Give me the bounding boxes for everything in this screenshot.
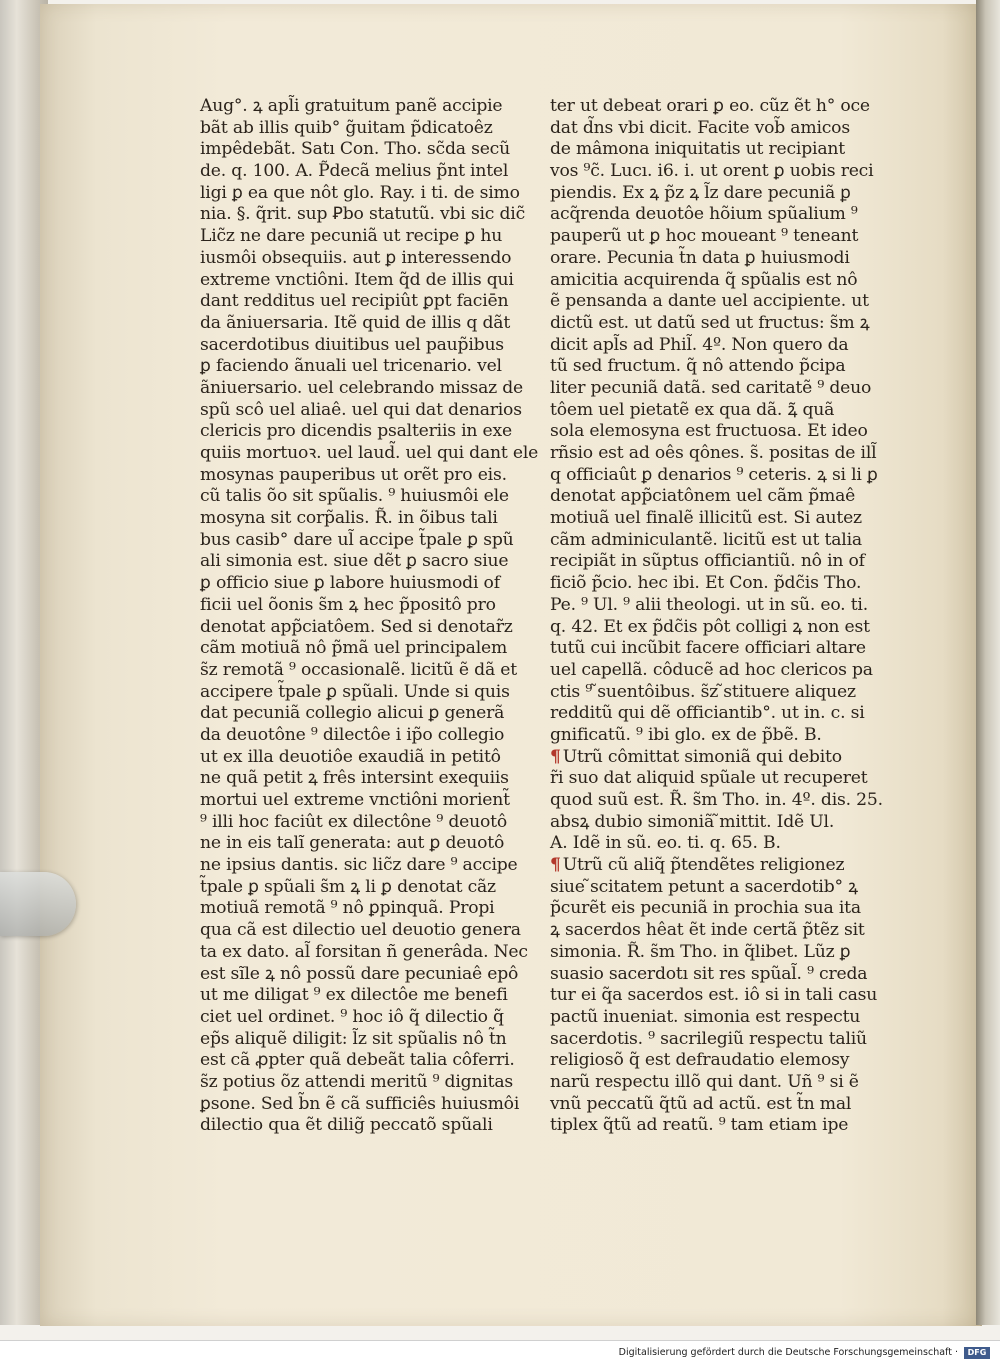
text-line: mortui uel extreme vnctiôni morient̃ [200,790,510,810]
text-line: dilectio qua ẽt dilig̃ peccatõ spũali [200,1115,493,1136]
text-line: extreme vnctiôni. Item q̃d de illis qui [200,269,514,290]
text-line [550,812,880,834]
text-line: est sĩle ꝝ nô possũ dare pecuniaê epô [200,963,519,984]
line-text: ꝝ sacerdos hêat ẽt inde certã p̃tẽz sit [550,920,865,941]
text-line [550,617,880,639]
line-text: q. 42. Et ex p̃dc̃is pôt colligi ꝝ non est [550,616,870,637]
text-line: bus casib° dare ul̃ accipe t̃pale ꝑ spũ [200,529,514,550]
text-line [550,768,880,790]
text-line [550,486,880,508]
text-line [550,335,880,357]
line-text: siue ̃scitatem petunt a sacerdotib° ꝝ [550,876,858,897]
text-line: denotat app̃ciatôem. Sed si denotar̃z [200,616,513,637]
rubric-mark: ¶ [550,855,561,876]
text-line [550,530,880,552]
line-text: r̃i suo dat aliquid spũale ut recuperet [550,768,868,789]
text-line [550,573,880,595]
line-text: absꝝ dubio simoniã ̃mittit. Idẽ Ul. [550,811,835,832]
line-text: ẽ pensanda a dante uel accipiente. ut [550,291,869,312]
line-text: A. Idẽ in sũ. eo. ti. q. 65. B. [550,833,781,854]
text-line [550,1072,880,1094]
text-line: impêdebãt. Satı Con. Tho. sc̃da secũ [200,139,510,160]
text-line: ⁹ illi hoc faciût ex dilectône ⁹ deuotô [200,811,507,832]
rubric-mark: ¶ [550,746,561,767]
text-line: ali simonia est. siue dẽt ꝑ sacro siue [200,551,509,572]
text-line [550,465,880,487]
text-line [550,682,880,704]
line-text: de mâmona iniquitatis ut recipiant [550,139,845,160]
text-line: sacerdotibus diuitibus uel paup̃ibus [200,334,504,355]
bookmark-clip [0,872,76,936]
text-line [550,660,880,682]
text-line: s̃z remotã ⁹ occasionalẽ. licitũ ẽ dã et [200,659,517,680]
text-line: Lic̃z ne dare pecuniã ut recipe ꝑ hu [200,226,503,247]
line-text: pactũ inueniat. simonia est respectu [550,1006,861,1027]
text-line: ꝑ faciendo ãnuali uel tricenario. vel [200,356,502,377]
text-line: iusmôi obsequiis. aut ꝑ interessendo [200,247,512,268]
text-line: dat pecuniã collegio alicui ꝑ generã [200,703,505,724]
text-line: da ãniuersaria. Itẽ quid de illis q dãt [200,312,511,333]
text-line: de. q. 100. A. P̃decã melius p̃nt intel [200,161,509,182]
line-text: gnificatũ. ⁹ ibi glo. ex de p̃bẽ. B. [550,724,822,745]
line-text: ter ut debeat orari ꝑ eo. cũz ẽt h° oce [550,96,870,116]
text-line [550,378,880,400]
text-line: spũ scô uel aliaê. uel qui dat denarios [200,399,522,420]
line-text: pauperũ ut ꝑ hoc moueant ⁹ teneant [550,226,859,247]
text-line [550,183,880,205]
text-line [550,96,880,118]
text-line: ꝑsone. Sed b̃n ẽ cã sufficiês huiusmôi [200,1093,520,1114]
line-text: Utrũ cũ aliq̃ p̃tendẽtes religionez [562,855,845,876]
text-line: ep̃s aliquẽ diligit: l̃z sit spũalis nô t̃n [200,1028,507,1049]
line-text: cãm adminiculantẽ. licitũ est ut talia [550,529,862,550]
text-line: ligi ꝑ ea que nôt glo. Ray. i ti. de simo [200,182,520,203]
text-line [550,920,880,942]
line-text: suasio sacerdotı sit res spũal̃. ⁹ creda [550,963,868,984]
line-text: tutũ cui incũbit facere officiari altare [550,638,866,659]
text-line [550,291,880,313]
line-text: dicit apl̃s ad Phil̃. 4º. Non quero da [550,334,849,355]
dfg-logo: DFG [964,1347,990,1359]
line-text: dat d̃ns vbi dicit. Facite vob̃ amicos [550,117,850,138]
right-text-column [550,96,883,1137]
line-text: sola elemosyna est fructuosa. Et ideo [550,421,868,442]
text-line [550,747,880,769]
line-text: p̃curẽt eis pecuniã in prochia sua ita [550,898,861,919]
line-text: denotat app̃ciatônem uel cãm p̃maê [550,486,856,507]
text-line [550,877,880,899]
line-text: recipiãt in sũptus officiantiũ. nô in of [550,551,865,572]
text-line: ut ex illa deuotiôe exaudiã in petitô [200,746,501,767]
text-line: s̃z potius õz attendi meritũ ⁹ dignitas [200,1071,513,1092]
line-text: tiplex q̃tũ ad reatũ. ⁹ tam etiam ipe [550,1115,849,1136]
line-text: amicitia acquirenda q̃ spũalis est nô [550,269,858,290]
text-line: est cã ꝓpter quã debeãt talia côferri. [200,1050,515,1071]
line-text: quod suũ est. R̃. s̃m Tho. in. 4º. dis. 25. [550,790,883,810]
text-line [550,638,880,660]
text-line: quiis mortuoꝛ. uel laud̃. uel qui dant ele [200,443,539,463]
text-line [550,139,880,161]
text-line [550,270,880,292]
text-line: ciet uel ordinet. ⁹ hoc iô q̃ dilectio q̃ [200,1006,504,1027]
line-text: vnũ peccatũ q̃tũ ad actũ. est t̃n mal [550,1093,852,1114]
line-text: tũ sed fructum. q̃ nô attendo p̃cipa [550,356,846,377]
text-line: cũ talis õo sit spũalis. ⁹ huiusmôi ele [200,486,509,507]
text-line [550,421,880,443]
text-line [550,204,880,226]
text-line [550,248,880,270]
text-line: mosyna sit corp̃alis. R̃. in õibus tali [200,508,498,529]
text-line: ne ipsius dantis. sic lic̃z dare ⁹ accipe [200,855,518,876]
text-line [550,356,880,378]
text-line: t̃pale ꝑ spũali s̃m ꝝ li ꝑ denotat cãz [200,876,496,897]
line-text: Pe. ⁹ Ul. ⁹ alii theologi. ut in sũ. eo. ti. [550,594,868,615]
text-line [550,725,880,747]
line-text: vos ⁹c̃. Lucı. i6. i. ut orent ꝑ uobis reci [550,161,874,182]
text-line [550,898,880,920]
line-text: religiosõ q̃ est defraudatio elemosy [550,1050,850,1071]
line-text: rñsio est ad oês qônes. s̃. positas de ill̃ [550,443,877,463]
line-text: acq̃renda deuotôe hõium spũalium ⁹ [550,204,858,225]
text-line: da deuotône ⁹ dilectôe i ip̃o collegio [200,724,505,745]
text-line: accipere t̃pale ꝑ spũali. Unde si quis [200,681,510,702]
text-line [550,942,880,964]
text-line [550,964,880,986]
text-line [550,855,880,877]
text-line [550,226,880,248]
text-line: dant redditus uel recipiût ꝑpt faciēn [200,291,509,312]
line-text: sacerdotis. ⁹ sacrilegiũ respectu taliũ [550,1028,867,1049]
line-text: Utrũ cômittat simoniã qui debito [562,746,842,767]
text-line: motiuã remotã ⁹ nô ꝑpinquã. Propi [200,898,495,919]
line-text: piendis. Ex ꝝ p̃z ꝝ l̃z dare pecuniã ꝑ [550,182,851,203]
text-line [550,443,880,465]
line-text: narũ respectu illõ qui dant. Uñ ⁹ si ẽ [550,1071,859,1092]
line-text: liter pecuniã datã. sed caritatẽ ⁹ deuo [550,377,872,398]
text-line [550,703,880,725]
line-text: tur ei q̃a sacerdos est. iô si in tali casu [550,985,878,1006]
line-text: motiuã uel finalẽ illicitũ est. Si autez [550,508,862,529]
text-line: mosynas pauperibus ut orẽt pro eis. [200,464,507,485]
text-line: bãt ab illis quib° g̃uitam p̃dicatoêz [200,117,493,138]
text-line [550,833,880,855]
line-text: ctis ⁹ ̃suentôibus. s̃z ̃stituere aliquez [550,681,856,702]
text-line [550,161,880,183]
text-line: ꝑ officio siue ꝑ labore huiusmodi of [200,573,500,594]
text-line: ne quã petit ꝝ frês intersint exequiis [200,768,509,789]
text-line [550,595,880,617]
line-text: ficiõ p̃cio. hec ibi. Et Con. p̃dc̃is Tho. [550,573,862,594]
left-text-column [200,96,539,1137]
text-line: ne in eis talĩ generata: aut ꝑ deuotô [200,833,505,854]
text-line [550,400,880,422]
footer-bar [0,1340,1000,1364]
book-spine [976,0,1000,1325]
text-line [550,1094,880,1116]
line-text: simonia. R̃. s̃m Tho. in q̃libet. Lũz ꝑ [550,941,851,962]
text-line: ficii uel õonis s̃m ꝝ hec p̃positô pro [200,594,496,615]
line-text: tôem uel pietatẽ ex qua dã. ꝝ̃ quã [550,399,835,420]
line-text: redditũ qui dẽ officiantib°. ut in. c. si [550,703,865,724]
text-line [550,313,880,335]
text-line: nia. §. q̃rit. sup Ꝑbo statutũ. vbi sic dic̃ [200,204,526,225]
funding-credit: Digitalisierung gefördert durch die Deutsche Forschungsgemeinschaft · [618,1347,958,1358]
text-line [550,790,883,812]
line-text: q officiaût ꝑ denarios ⁹ ceteris. ꝝ si li ꝑ [550,464,878,485]
text-line [550,1029,880,1051]
text-line [550,1050,880,1072]
text-line [550,1115,880,1137]
line-text: uel capellã. côducẽ ad hoc clericos pa [550,659,873,680]
text-line: cãm motiuã nô p̃mã uel principalem [200,638,508,659]
text-line [550,508,880,530]
text-line [550,551,880,573]
text-line: qua cã est dilectio uel deuotio genera [200,920,521,941]
text-line: ut me diligat ⁹ ex dilectôe me benefi [200,985,508,1006]
line-text: dictũ est. ut datũ sed ut fructus: s̃m ꝝ [550,312,870,333]
text-line: ãniuersario. uel celebrando missaz de [200,377,524,398]
line-text: orare. Pecunia t̃n data ꝑ huiusmodi [550,247,850,268]
text-line: ta ex dato. al̃ forsitan ñ generâda. Nec [200,941,528,962]
text-line [550,1007,880,1029]
text-line [550,118,880,140]
text-line: clericis pro dicendis psalteriis in exe [200,421,512,442]
text-line [550,985,880,1007]
text-line: Aug°. ꝝ apl̃i gratuitum panẽ accipie [200,96,503,116]
